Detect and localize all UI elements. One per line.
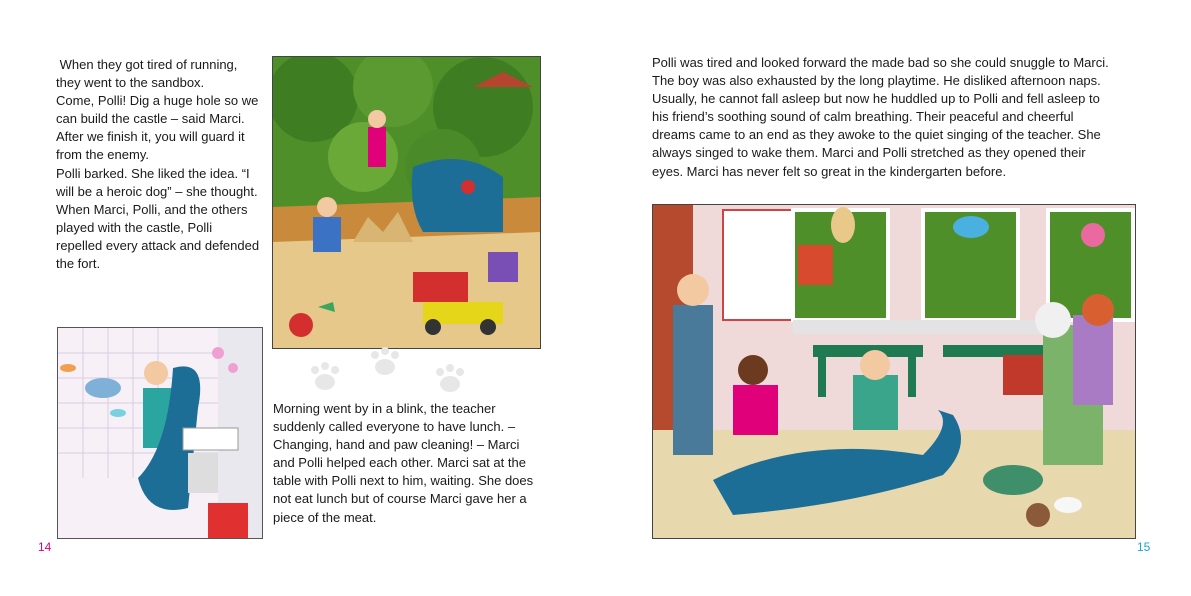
text-line: When Marci, Polli, and the others played with the castle, Polli repelled every attack and defended the fort. <box>56 201 263 272</box>
left-page-paragraph-2 <box>273 400 535 527</box>
text-line: After we finish it, you will guard it from the enemy. <box>56 129 249 163</box>
text-line: Come, Polli! Dig a huge hole so we can build the castle – said Marci. <box>56 93 262 127</box>
bathroom-illustration <box>57 327 263 539</box>
left-page-paragraph-1 <box>56 56 261 273</box>
text-paragraph: Polli was tired and looked forward the made bad so she could snuggle to Marci. The boy was also exhausted by the long playtime. He disliked afternoon naps. Usually, he cannot fall asleep but now he huddled up to Polli and fell asleep to his friend’s soothing sound of calm breathing. Their peaceful and cheerful dreams came to an end as they awoke to the quiet singing of the teacher. She always singed to wake them. Marci and Polli stretched as they opened their eyes. Marci has never felt so great in the kindergarten before. <box>652 55 1113 179</box>
paw-prints-decoration <box>300 342 500 400</box>
text-line: When they got tired of running, they went to the sandbox. <box>56 57 242 91</box>
paw-print-icon <box>436 364 464 392</box>
text-line: Polli barked. She liked the idea. “I will be a heroic dog” – she thought. <box>56 165 258 199</box>
paw-print-icon <box>371 347 399 375</box>
naptime-illustration <box>652 204 1136 539</box>
sandbox-illustration <box>272 56 541 349</box>
text-paragraph: Morning went by in a blink, the teacher suddenly called everyone to have lunch. – Changing, hand and paw cleaning! – Marci and Polli helped each other. Marci sat at the table with Polli next to him, waiting. She does not eat lunch but of course Marci gave her a piece of the meat. <box>273 401 537 525</box>
right-page-paragraph-1 <box>652 54 1112 181</box>
page-number-left: 14 <box>38 540 52 554</box>
page-number-right: 15 <box>1137 540 1151 554</box>
paw-print-icon <box>311 362 339 390</box>
